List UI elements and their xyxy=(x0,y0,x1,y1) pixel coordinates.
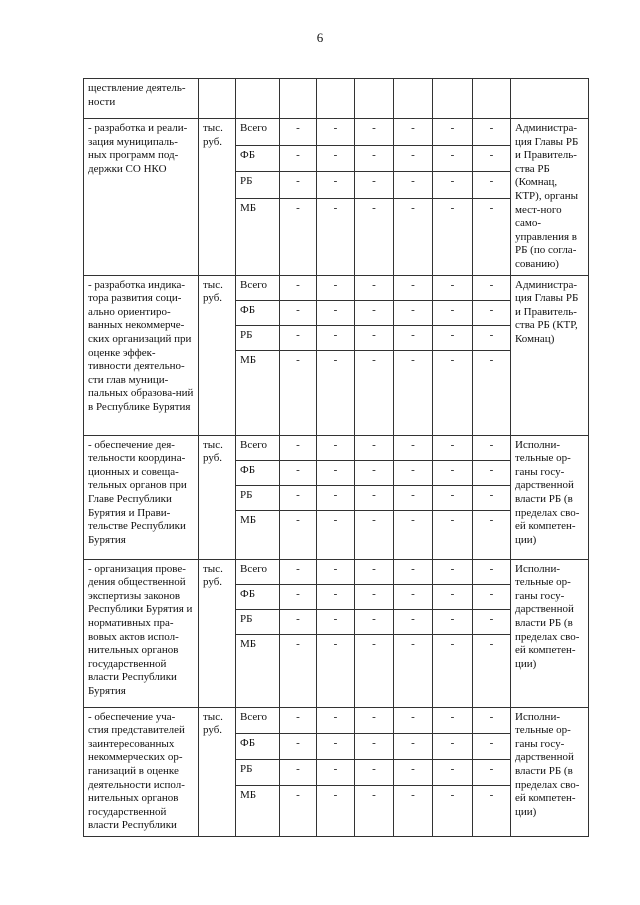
value-cell: - xyxy=(473,559,511,584)
activity-description: - обеспечение уча-стия представителей заинтересованных некоммерческих ор-ганизаций в оценке деятельности испол-нительных органов государственной власти Республики xyxy=(84,707,199,836)
funding-source: ФБ xyxy=(236,300,280,325)
funding-source: РБ xyxy=(236,325,280,350)
value-cell: - xyxy=(317,172,355,199)
value-cell: - xyxy=(433,198,473,275)
value-cell: - xyxy=(473,786,511,837)
value-cell: - xyxy=(433,460,473,485)
empty-cell xyxy=(280,79,317,119)
value-cell: - xyxy=(433,350,473,435)
value-cell: - xyxy=(473,145,511,172)
value-cell: - xyxy=(317,460,355,485)
value-cell: - xyxy=(433,609,473,634)
value-cell: - xyxy=(280,172,317,199)
value-cell: - xyxy=(394,733,433,759)
value-cell: - xyxy=(280,733,317,759)
funding-source: Всего xyxy=(236,707,280,733)
value-cell: - xyxy=(473,325,511,350)
activity-description: ществление деятель-ности xyxy=(84,79,199,119)
value-cell: - xyxy=(355,786,394,837)
value-cell: - xyxy=(355,760,394,786)
empty-cell xyxy=(394,79,433,119)
value-cell: - xyxy=(317,198,355,275)
value-cell: - xyxy=(355,198,394,275)
value-cell: - xyxy=(433,510,473,559)
value-cell: - xyxy=(473,584,511,609)
value-cell: - xyxy=(317,485,355,510)
value-cell: - xyxy=(280,145,317,172)
value-cell: - xyxy=(473,435,511,460)
unit-cell: тыс. руб. xyxy=(199,707,236,836)
value-cell: - xyxy=(355,172,394,199)
empty-cell xyxy=(199,79,236,119)
value-cell: - xyxy=(394,460,433,485)
value-cell: - xyxy=(355,559,394,584)
continuation-row xyxy=(84,79,589,119)
value-cell: - xyxy=(280,198,317,275)
unit-cell: тыс. руб. xyxy=(199,435,236,559)
value-cell: - xyxy=(433,559,473,584)
value-cell: - xyxy=(473,609,511,634)
value-cell: - xyxy=(280,584,317,609)
value-cell: - xyxy=(394,350,433,435)
value-cell: - xyxy=(280,786,317,837)
value-cell: - xyxy=(280,435,317,460)
value-cell: - xyxy=(355,119,394,146)
funding-source: Всего xyxy=(236,119,280,146)
activity-description: - разработка и реали-зация муниципаль-ных программ под-держки СО НКО xyxy=(84,119,199,276)
value-cell: - xyxy=(355,325,394,350)
value-cell: - xyxy=(433,435,473,460)
value-cell: - xyxy=(355,350,394,435)
table-row xyxy=(84,435,589,460)
value-cell: - xyxy=(280,707,317,733)
value-cell: - xyxy=(355,275,394,300)
value-cell: - xyxy=(394,634,433,707)
activity-description: - обеспечение дея-тельности координа-ционных и совеща-тельных органов при Главе Республики Бурятия и Прави-тельстве Республики Бурятия xyxy=(84,435,199,559)
value-cell: - xyxy=(280,510,317,559)
funding-source: Всего xyxy=(236,275,280,300)
funding-source: МБ xyxy=(236,198,280,275)
value-cell: - xyxy=(317,634,355,707)
value-cell: - xyxy=(280,760,317,786)
value-cell: - xyxy=(355,733,394,759)
value-cell: - xyxy=(317,275,355,300)
budget-table xyxy=(83,78,589,837)
value-cell: - xyxy=(394,485,433,510)
value-cell: - xyxy=(473,485,511,510)
funding-source: Всего xyxy=(236,559,280,584)
value-cell: - xyxy=(355,510,394,559)
value-cell: - xyxy=(317,707,355,733)
value-cell: - xyxy=(433,300,473,325)
empty-cell xyxy=(236,79,280,119)
value-cell: - xyxy=(433,707,473,733)
value-cell: - xyxy=(280,275,317,300)
funding-source: ФБ xyxy=(236,460,280,485)
table-row xyxy=(84,707,589,733)
funding-source: РБ xyxy=(236,609,280,634)
value-cell: - xyxy=(355,584,394,609)
value-cell: - xyxy=(280,325,317,350)
value-cell: - xyxy=(473,350,511,435)
responsible-executor: Исполни-тельные ор-ганы госу-дарственной власти РБ (в пределах сво-ей компетен-ции) xyxy=(511,559,589,707)
value-cell: - xyxy=(317,786,355,837)
value-cell: - xyxy=(280,634,317,707)
activity-description: - организация прове-дения общественной экспертизы законов Республики Бурятия и нормативных пра-вовых актов испол-нительных органов государственной власти Республики Бурятия xyxy=(84,559,199,707)
value-cell: - xyxy=(317,145,355,172)
table-row xyxy=(84,559,589,584)
value-cell: - xyxy=(317,733,355,759)
value-cell: - xyxy=(473,198,511,275)
responsible-executor: Администра-ция Главы РБ и Правитель-ства РБ (КТР, Комнац) xyxy=(511,275,589,435)
value-cell: - xyxy=(433,119,473,146)
value-cell: - xyxy=(317,584,355,609)
value-cell: - xyxy=(394,559,433,584)
value-cell: - xyxy=(473,707,511,733)
value-cell: - xyxy=(433,733,473,759)
funding-source: МБ xyxy=(236,510,280,559)
value-cell: - xyxy=(317,760,355,786)
unit-cell: тыс. руб. xyxy=(199,119,236,276)
value-cell: - xyxy=(394,172,433,199)
value-cell: - xyxy=(394,119,433,146)
funding-source: ФБ xyxy=(236,145,280,172)
value-cell: - xyxy=(394,707,433,733)
value-cell: - xyxy=(394,786,433,837)
value-cell: - xyxy=(433,172,473,199)
value-cell: - xyxy=(355,609,394,634)
value-cell: - xyxy=(473,510,511,559)
value-cell: - xyxy=(394,325,433,350)
funding-source: РБ xyxy=(236,172,280,199)
value-cell: - xyxy=(355,634,394,707)
funding-source: РБ xyxy=(236,485,280,510)
value-cell: - xyxy=(473,634,511,707)
funding-source: МБ xyxy=(236,350,280,435)
value-cell: - xyxy=(433,584,473,609)
value-cell: - xyxy=(280,350,317,435)
funding-source: РБ xyxy=(236,760,280,786)
value-cell: - xyxy=(317,435,355,460)
value-cell: - xyxy=(317,325,355,350)
value-cell: - xyxy=(355,145,394,172)
value-cell: - xyxy=(433,760,473,786)
page-number: 6 xyxy=(316,30,324,45)
value-cell: - xyxy=(280,460,317,485)
value-cell: - xyxy=(433,145,473,172)
value-cell: - xyxy=(394,300,433,325)
value-cell: - xyxy=(473,300,511,325)
responsible-executor: Исполни-тельные ор-ганы госу-дарственной власти РБ (в пределах сво-ей компетен-ции) xyxy=(511,707,589,836)
value-cell: - xyxy=(394,609,433,634)
value-cell: - xyxy=(355,300,394,325)
value-cell: - xyxy=(280,559,317,584)
empty-cell xyxy=(433,79,473,119)
value-cell: - xyxy=(355,435,394,460)
activity-description: - разработка индика-тора развития соци-ально ориентиро-ванных некоммерче-ских организаций при оценке эффек-тивности деятельно-сти глав муници-пальных образова-ний в Республике Бурятия xyxy=(84,275,199,435)
value-cell: - xyxy=(473,733,511,759)
value-cell: - xyxy=(317,609,355,634)
funding-source: ФБ xyxy=(236,584,280,609)
value-cell: - xyxy=(317,510,355,559)
unit-cell: тыс. руб. xyxy=(199,559,236,707)
value-cell: - xyxy=(433,325,473,350)
table-body xyxy=(84,79,589,837)
value-cell: - xyxy=(355,485,394,510)
value-cell: - xyxy=(355,460,394,485)
responsible-executor: Исполни-тельные ор-ганы госу-дарственной власти РБ (в пределах сво-ей компетен-ции) xyxy=(511,435,589,559)
value-cell: - xyxy=(433,786,473,837)
table-row xyxy=(84,275,589,300)
value-cell: - xyxy=(280,609,317,634)
value-cell: - xyxy=(317,350,355,435)
value-cell: - xyxy=(280,119,317,146)
value-cell: - xyxy=(317,300,355,325)
value-cell: - xyxy=(473,760,511,786)
value-cell: - xyxy=(394,760,433,786)
value-cell: - xyxy=(394,198,433,275)
value-cell: - xyxy=(280,485,317,510)
value-cell: - xyxy=(433,275,473,300)
value-cell: - xyxy=(433,485,473,510)
responsible-executor: Администра-ция Главы РБ и Правитель-ства РБ (Комнац, КТР), органы мест-ного само-управления в РБ (по согла-сованию) xyxy=(511,119,589,276)
funding-source: МБ xyxy=(236,634,280,707)
value-cell: - xyxy=(317,559,355,584)
value-cell: - xyxy=(394,584,433,609)
funding-source: МБ xyxy=(236,786,280,837)
empty-cell xyxy=(317,79,355,119)
value-cell: - xyxy=(473,172,511,199)
value-cell: - xyxy=(473,275,511,300)
value-cell: - xyxy=(473,119,511,146)
value-cell: - xyxy=(317,119,355,146)
value-cell: - xyxy=(433,634,473,707)
funding-source: Всего xyxy=(236,435,280,460)
value-cell: - xyxy=(394,145,433,172)
empty-cell xyxy=(511,79,589,119)
table-row xyxy=(84,119,589,146)
value-cell: - xyxy=(394,275,433,300)
value-cell: - xyxy=(280,300,317,325)
empty-cell xyxy=(473,79,511,119)
empty-cell xyxy=(355,79,394,119)
value-cell: - xyxy=(473,460,511,485)
value-cell: - xyxy=(355,707,394,733)
funding-source: ФБ xyxy=(236,733,280,759)
value-cell: - xyxy=(394,435,433,460)
unit-cell: тыс. руб. xyxy=(199,275,236,435)
value-cell: - xyxy=(394,510,433,559)
